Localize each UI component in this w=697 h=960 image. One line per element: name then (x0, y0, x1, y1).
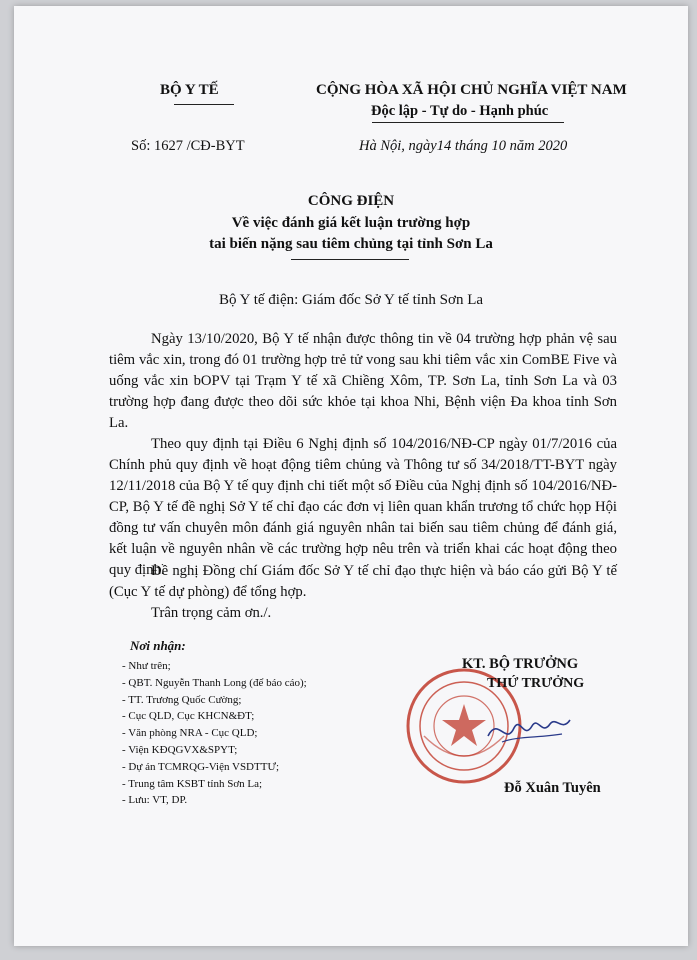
list-item: - Dự án TCMRQG-Viện VSDTTƯ; (122, 760, 280, 773)
signature-title: KT. BỘ TRƯỞNG (462, 656, 579, 672)
list-item: - Văn phòng NRA - Cục QLD; (122, 727, 258, 740)
signer-name: Đỗ Xuân Tuyên (504, 780, 601, 796)
body-paragraph-1 (109, 329, 617, 434)
paragraph-text: Theo quy định tại Điều 6 Nghị định số 104/2016/NĐ-CP ngày 01/7/2016 của Chính phủ quy định về hoạt động tiêm chủng và Thông tư số 34/2018/TT-BYT ngày 12/11/2018 của Bộ Y tế quy định chi tiết một số Điều của Nghị định số 104/2016/NĐ-CP, Bộ Y tế đề nghị Sở Y tế chỉ đạo các đơn vị liên quan khẩn trương tổ chức họp Hội đồng tư vấn chuyên môn đánh giá nguyên nhân tai biến sau tiêm chủng để đánh giá, kết luận về nguyên nhân về các trường hợp nêu trên và triển khai các hoạt động theo quy định. (109, 436, 617, 578)
paragraph-text: Trân trọng cảm ơn./. (151, 605, 272, 621)
paragraph-text: Đề nghị Đồng chí Giám đốc Sở Y tế chỉ đạo thực hiện và báo cáo gửi Bộ Y tế (Cục Y tế dự phòng) để tổng hợp. (109, 563, 617, 600)
list-item: - QBT. Nguyễn Thanh Long (để báo cáo); (122, 676, 307, 689)
national-title: CỘNG HÒA XÃ HỘI CHỦ NGHĨA VIỆT NAM (316, 82, 627, 98)
agency-underline (174, 104, 234, 105)
document-subject-line-2: tai biến nặng sau tiêm chủng tại tỉnh Sơn La (209, 236, 493, 252)
document-type: CÔNG ĐIỆN (307, 193, 395, 209)
body-paragraph-3 (109, 561, 617, 603)
national-motto: Độc lập - Tự do - Hạnh phúc (371, 103, 549, 119)
document-page (14, 6, 688, 946)
signature-subtitle: THỨ TRƯỞNG (487, 676, 585, 691)
handwritten-signature-icon (484, 706, 574, 751)
list-item: - TT. Trương Quốc Cường; (122, 693, 242, 706)
recipient-line: Bộ Y tế điện: Giám đốc Sở Y tế tỉnh Sơn La (218, 292, 484, 308)
closing-line (109, 603, 617, 624)
motto-underline (372, 122, 564, 123)
list-item: - Lưu: VT, DP. (122, 794, 188, 807)
issuing-agency: BỘ Y TẾ (160, 82, 219, 98)
list-item: - Viện KĐQGVX&SPYT; (122, 743, 238, 756)
distribution-title: Nơi nhận: (130, 638, 186, 653)
document-number: Số: 1627 /CĐ-BYT (131, 138, 245, 154)
list-item: - Cục QLD, Cục KHCN&ĐT; (122, 710, 255, 723)
body-paragraph-2 (109, 434, 617, 581)
subject-underline (291, 259, 409, 260)
document-subject-line-1: Về việc đánh giá kết luận trường hợp (231, 215, 471, 231)
list-item: - Trung tâm KSBT tỉnh Sơn La; (122, 777, 263, 790)
list-item: - Như trên; (122, 660, 171, 672)
distribution-list (122, 658, 307, 809)
paragraph-text: Ngày 13/10/2020, Bộ Y tế nhận được thông tin về 04 trường hợp phản vệ sau tiêm vắc xin, trong đó 01 trường hợp trẻ tử vong sau khi tiêm vắc xin ComBE Five và uống vắc xin bOPV tại Trạm Y tế xã Chiềng Xôm, TP. Sơn La, tỉnh Sơn La và 03 trường hợp đang được theo dõi sức khỏe tại khoa Nhi, Bệnh viện Đa khoa tỉnh Sơn La. (109, 331, 617, 431)
document-date: Hà Nội, ngày14 tháng 10 năm 2020 (359, 138, 568, 154)
